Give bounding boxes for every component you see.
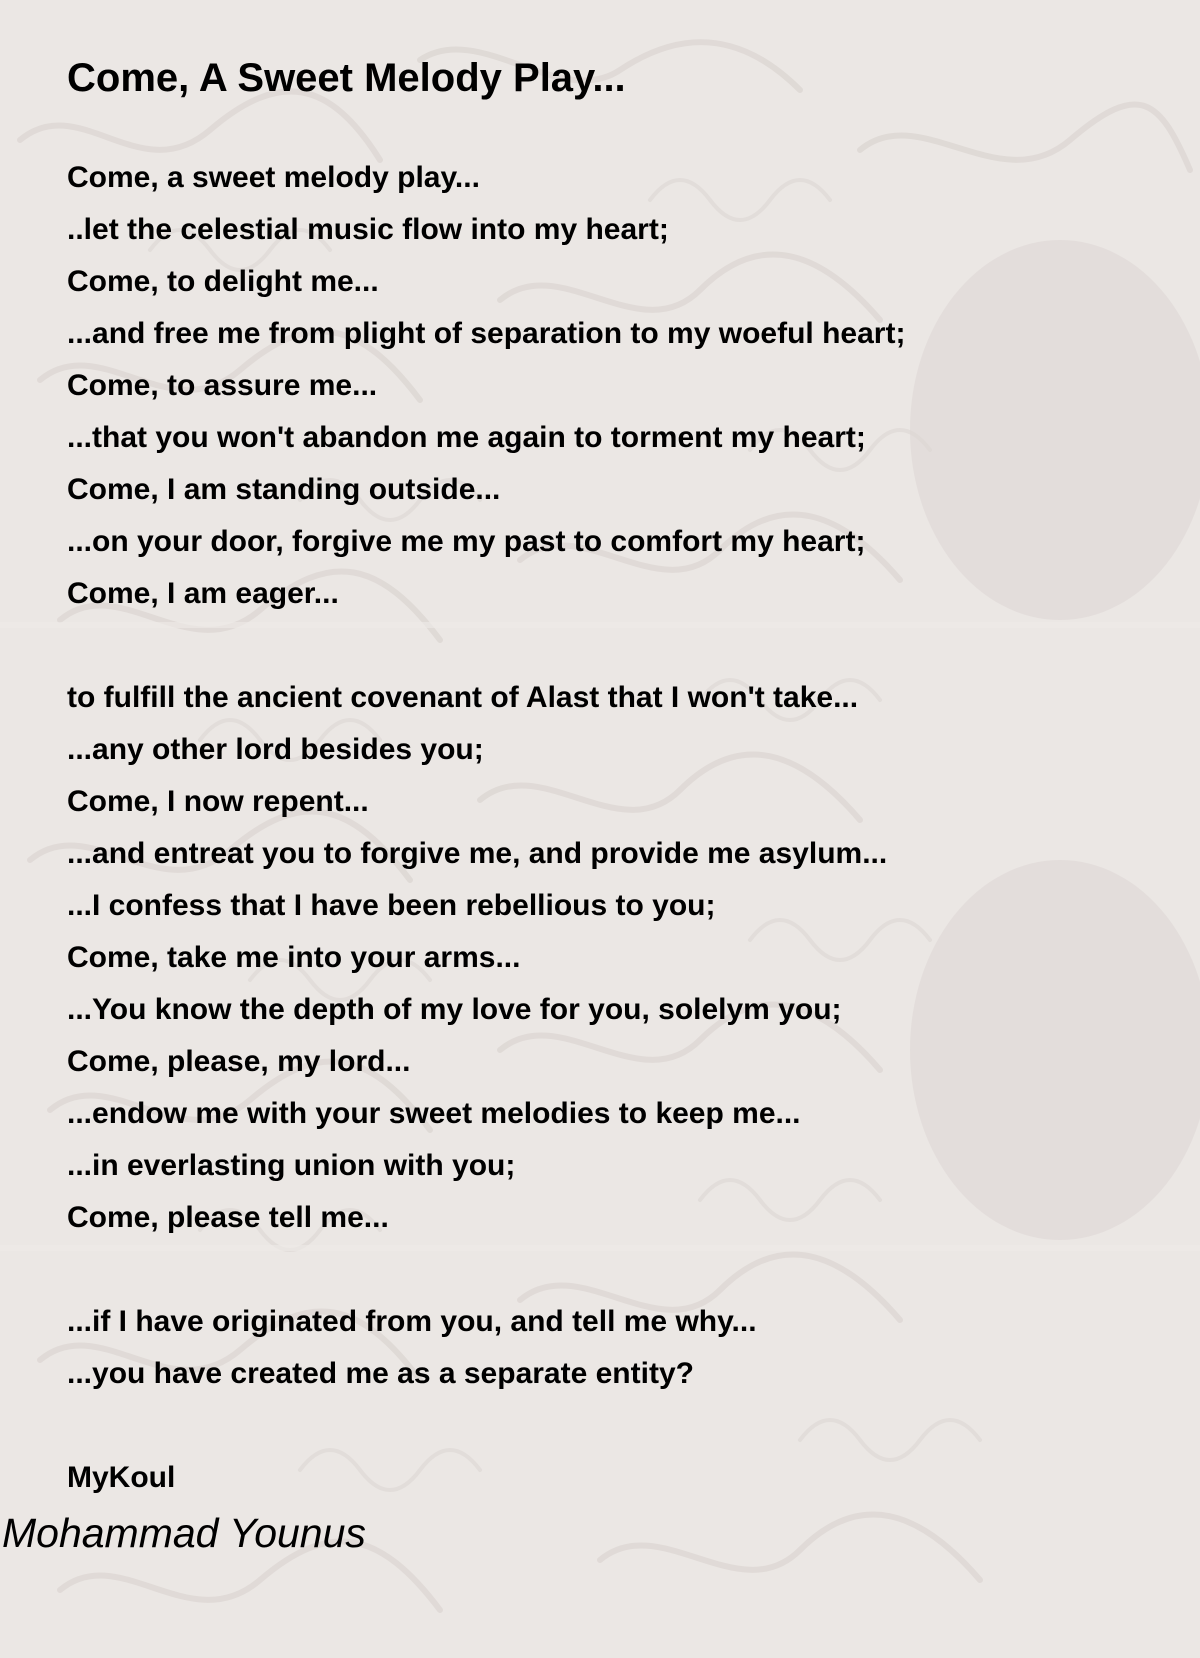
poem-line: ...and free me from plight of separation to my woeful heart; [67, 317, 906, 350]
poem-line: ..let the celestial music flow into my heart; [67, 213, 669, 246]
poem-line: ...any other lord besides you; [67, 733, 484, 766]
poem-line: Come, a sweet melody play... [67, 161, 480, 194]
poem-line: Come, to delight me... [67, 265, 379, 298]
poem-line: to fulfill the ancient covenant of Alast that I won't take... [67, 681, 859, 714]
poem-line: ...and entreat you to forgive me, and provide me asylum... [67, 837, 888, 870]
poem-line: Come, take me into your arms... [67, 941, 521, 974]
poem-body [67, 152, 1147, 1504]
poem-line: Come, to assure me... [67, 369, 378, 402]
poem-line: ...on your door, forgive me my past to comfort my heart; [67, 525, 866, 558]
stanza-break [67, 1400, 1147, 1452]
poem-author: Mohammad Younus [2, 1510, 366, 1556]
poem-line: ...in everlasting union with you; [67, 1149, 516, 1182]
poem-line: Come, I now repent... [67, 785, 369, 818]
poem-line: ...I confess that I have been rebellious to you; [67, 889, 716, 922]
poem-line: ...You know the depth of my love for you, solelym you; [67, 993, 842, 1026]
poem-line: Come, I am standing outside... [67, 473, 501, 506]
poem-line: ...endow me with your sweet melodies to keep me... [67, 1097, 801, 1130]
poem-line: ...that you won't abandon me again to torment my heart; [67, 421, 866, 454]
poem-page [67, 48, 1147, 1494]
poem-line: ...if I have originated from you, and tell me why... [67, 1305, 757, 1338]
poem-line: ...you have created me as a separate entity? [67, 1357, 694, 1390]
stanza-break [67, 1244, 1147, 1296]
poem-line: Come, please, my lord... [67, 1045, 411, 1078]
stanza-break [67, 620, 1147, 672]
poem-line: MyKoul [67, 1461, 176, 1494]
poem-title: Come, A Sweet Melody Play... [67, 56, 626, 100]
poem-line: Come, I am eager... [67, 577, 339, 610]
poem-line: Come, please tell me... [67, 1201, 389, 1234]
